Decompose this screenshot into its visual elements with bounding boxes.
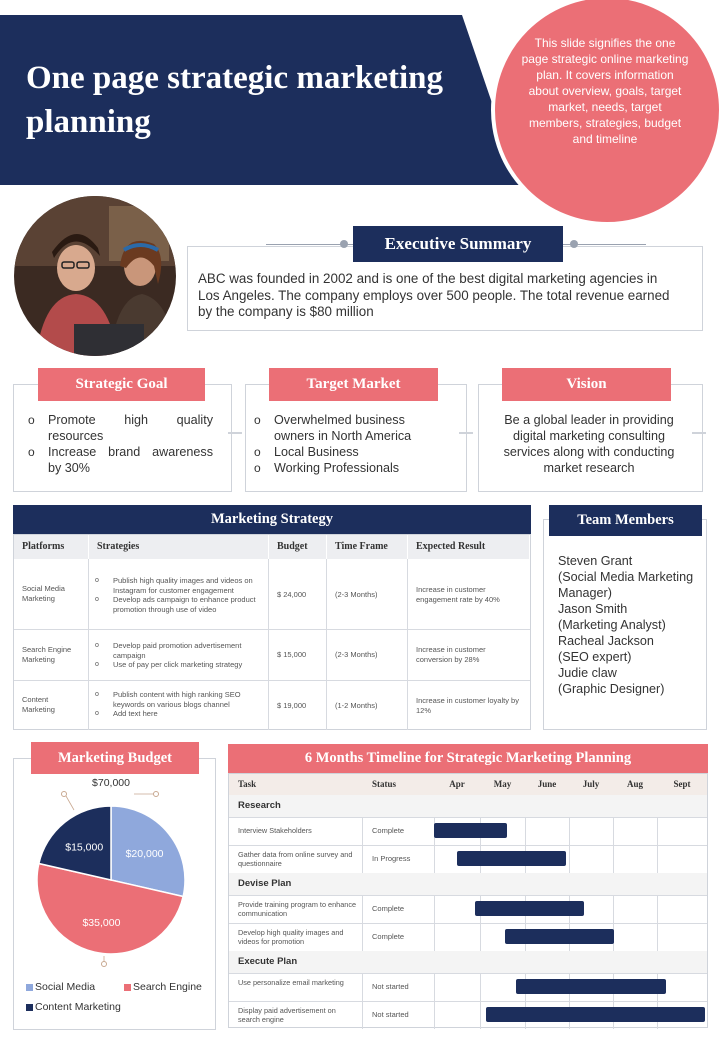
grid-line [434, 923, 435, 951]
grid-line [229, 923, 707, 924]
table-cell-platform: Social Media Marketing [22, 584, 65, 603]
list-item: o Publish content with high ranking SEO keywords on various blogs channel [95, 690, 263, 709]
list-item: o Use of pay per click marketing strategy [95, 660, 263, 670]
table-cell-budget: $ 15,000 [277, 650, 307, 659]
grid-line [657, 817, 658, 845]
gantt-bar [475, 901, 584, 916]
table-cell-budget: $ 19,000 [277, 701, 307, 710]
list-item: o Local Business [254, 444, 434, 460]
grid-line [613, 845, 614, 873]
marketing-strategy-table [13, 534, 531, 730]
legend-swatch [26, 1004, 33, 1011]
grid-line [480, 923, 481, 951]
timeline-title: 6 Months Timeline for Strategic Marketing Planning [228, 744, 708, 773]
grid-line [525, 817, 526, 845]
leader-line [66, 796, 74, 810]
vision-text: Be a global leader in providing digital marketing consulting services along with conducting market research [503, 413, 675, 475]
strategic-goal-list [28, 412, 213, 476]
team-member-name: Jason Smith [558, 602, 628, 616]
list-item: o Overwhelmed business owners in North America [254, 412, 434, 444]
grid-line [569, 845, 570, 873]
month-header: July [569, 774, 613, 795]
column-header: Strategies [89, 535, 269, 559]
month-header: May [480, 774, 525, 795]
grid-line [229, 895, 707, 896]
grid-line [362, 817, 363, 845]
gantt-bar [516, 979, 666, 994]
table-cell-result: Increase in customer engagement rate by 40% [416, 585, 500, 604]
leader-dot [102, 962, 107, 967]
grid-line [362, 845, 363, 873]
table-cell-result: Increase in customer conversion by 28% [416, 645, 486, 664]
connector [692, 432, 706, 434]
legend-label: Search Engine [133, 981, 202, 993]
table-cell-timeframe: (1-2 Months) [335, 701, 378, 710]
month-header: Sept [657, 774, 707, 795]
legend-swatch [26, 984, 33, 991]
team-photo [14, 196, 176, 356]
column-header: Status [372, 774, 396, 795]
timeline-status: Complete [372, 904, 405, 913]
legend-label: Content Marketing [35, 1001, 121, 1013]
timeline-status: Complete [372, 932, 405, 941]
column-header: Time Frame [327, 535, 408, 559]
grid-line [657, 895, 658, 923]
team-member-role: (SEO expert) [558, 650, 632, 664]
list-item: o Working Professionals [254, 460, 434, 476]
page-title: One page strategic marketing planning [26, 60, 443, 140]
table-cell-strategies [95, 641, 263, 670]
pie-value-label: $20,000 [125, 848, 164, 861]
vision-title: Vision [502, 368, 671, 401]
divider-dot [570, 240, 578, 248]
grid-line [362, 1001, 363, 1029]
timeline-section: Devise Plan [229, 873, 707, 895]
timeline-task: Use personalize email marketing [238, 978, 344, 987]
timeline-section: Execute Plan [229, 951, 707, 973]
executive-summary-text: ABC was founded in 2002 and is one of the best digital marketing agencies in Los Angeles. The company employs over 500 people. The total revenue earned by the company is $80 million [198, 271, 670, 319]
pie-value-label: $15,000 [65, 841, 104, 854]
team-members-list [558, 553, 708, 697]
divider-dot [340, 240, 348, 248]
timeline-section: Research [229, 795, 707, 817]
grid-line [434, 1001, 435, 1029]
timeline-task: Display paid advertisement on search engine [238, 1006, 336, 1024]
grid-line [613, 895, 614, 923]
table-cell-result: Increase in customer loyalty by 12% [416, 696, 519, 715]
budget-total-label: $70,000 [92, 777, 130, 789]
timeline-task: Gather data from online survey and questionnaire [238, 850, 353, 868]
table-cell-timeframe: (2-3 Months) [335, 650, 378, 659]
list-item: o Develop ads campaign to enhance product promotion through use of video [95, 595, 263, 614]
gantt-bar [505, 929, 614, 944]
column-header: Platforms [14, 535, 89, 559]
team-member-name: Judie claw [558, 666, 617, 680]
team-member-name: Steven Grant [558, 554, 633, 568]
grid-line [407, 559, 408, 730]
column-header: Task [238, 774, 256, 795]
month-header: June [525, 774, 569, 795]
list-item: o Publish high quality images and videos on Instagram for customer engagement [95, 576, 263, 595]
grid-line [229, 845, 707, 846]
team-members-title: Team Members [549, 505, 702, 536]
timeline-status: Not started [372, 1010, 409, 1019]
header-description: This slide signifies the one page strategic online marketing plan. It covers information about overview, goals, target market, needs, target members, strategies, budget and timeline [521, 36, 689, 146]
grid-line [657, 845, 658, 873]
connector [228, 432, 242, 434]
pie-value-label: $35,000 [82, 916, 121, 929]
table-cell-strategies [95, 576, 263, 614]
target-market-title: Target Market [269, 368, 438, 401]
grid-line [613, 817, 614, 845]
grid-line [326, 559, 327, 730]
table-cell-platform: Search Engine Marketing [22, 645, 72, 664]
column-header: Expected Result [408, 535, 530, 559]
team-member-role: (Graphic Designer) [558, 682, 665, 696]
grid-line [88, 559, 89, 730]
month-header: Apr [434, 774, 480, 795]
grid-line [569, 817, 570, 845]
table-cell-platform: Content Marketing [22, 695, 55, 714]
gantt-bar [434, 823, 507, 838]
grid-line [268, 559, 269, 730]
legend-label: Social Media [35, 981, 96, 993]
list-item: o Promote high quality resources [28, 412, 213, 444]
grid-line [362, 923, 363, 951]
team-member-name: Racheal Jackson [558, 634, 654, 648]
grid-line [229, 817, 707, 818]
month-header: Aug [613, 774, 657, 795]
timeline-status: Complete [372, 826, 405, 835]
leader-dot [62, 792, 67, 797]
grid-line [362, 973, 363, 1001]
list-item: o Add text here [95, 709, 263, 719]
grid-line [434, 973, 435, 1001]
timeline-status: In Progress [372, 854, 411, 863]
grid-line [480, 973, 481, 1001]
timeline-task: Interview Stakeholders [238, 826, 312, 835]
table-cell-timeframe: (2-3 Months) [335, 590, 378, 599]
timeline-table [228, 773, 708, 1028]
list-item: o Develop paid promotion advertisement campaign [95, 641, 263, 660]
gantt-bar [486, 1007, 704, 1022]
table-cell-budget: $ 24,000 [277, 590, 307, 599]
grid-line [434, 895, 435, 923]
connector [459, 432, 473, 434]
timeline-task: Develop high quality images and videos for promotion [238, 928, 344, 946]
list-item: o Increase brand awareness by 30% [28, 444, 213, 476]
timeline-task: Provide training program to enhance communication [238, 900, 357, 918]
marketing-strategy-title: Marketing Strategy [13, 505, 531, 534]
budget-pie-chart [14, 770, 214, 980]
grid-line [480, 1001, 481, 1029]
legend-swatch [124, 984, 131, 991]
grid-line [14, 629, 530, 630]
team-member-role: (Marketing Analyst) [558, 618, 666, 632]
grid-line [362, 895, 363, 923]
strategic-goal-title: Strategic Goal [38, 368, 205, 401]
grid-line [14, 680, 530, 681]
leader-dot [154, 792, 159, 797]
team-member-role: (Social Media Marketing Manager) [558, 570, 694, 600]
gantt-bar [457, 851, 566, 866]
timeline-status: Not started [372, 982, 409, 991]
grid-line [229, 973, 707, 974]
target-market-list [254, 412, 434, 476]
executive-summary-title: Executive Summary [353, 226, 563, 262]
table-cell-strategies [95, 690, 263, 719]
grid-line [229, 1001, 707, 1002]
grid-line [434, 845, 435, 873]
column-header: Budget [269, 535, 327, 559]
marketing-budget-title: Marketing Budget [31, 742, 199, 774]
grid-line [657, 923, 658, 951]
